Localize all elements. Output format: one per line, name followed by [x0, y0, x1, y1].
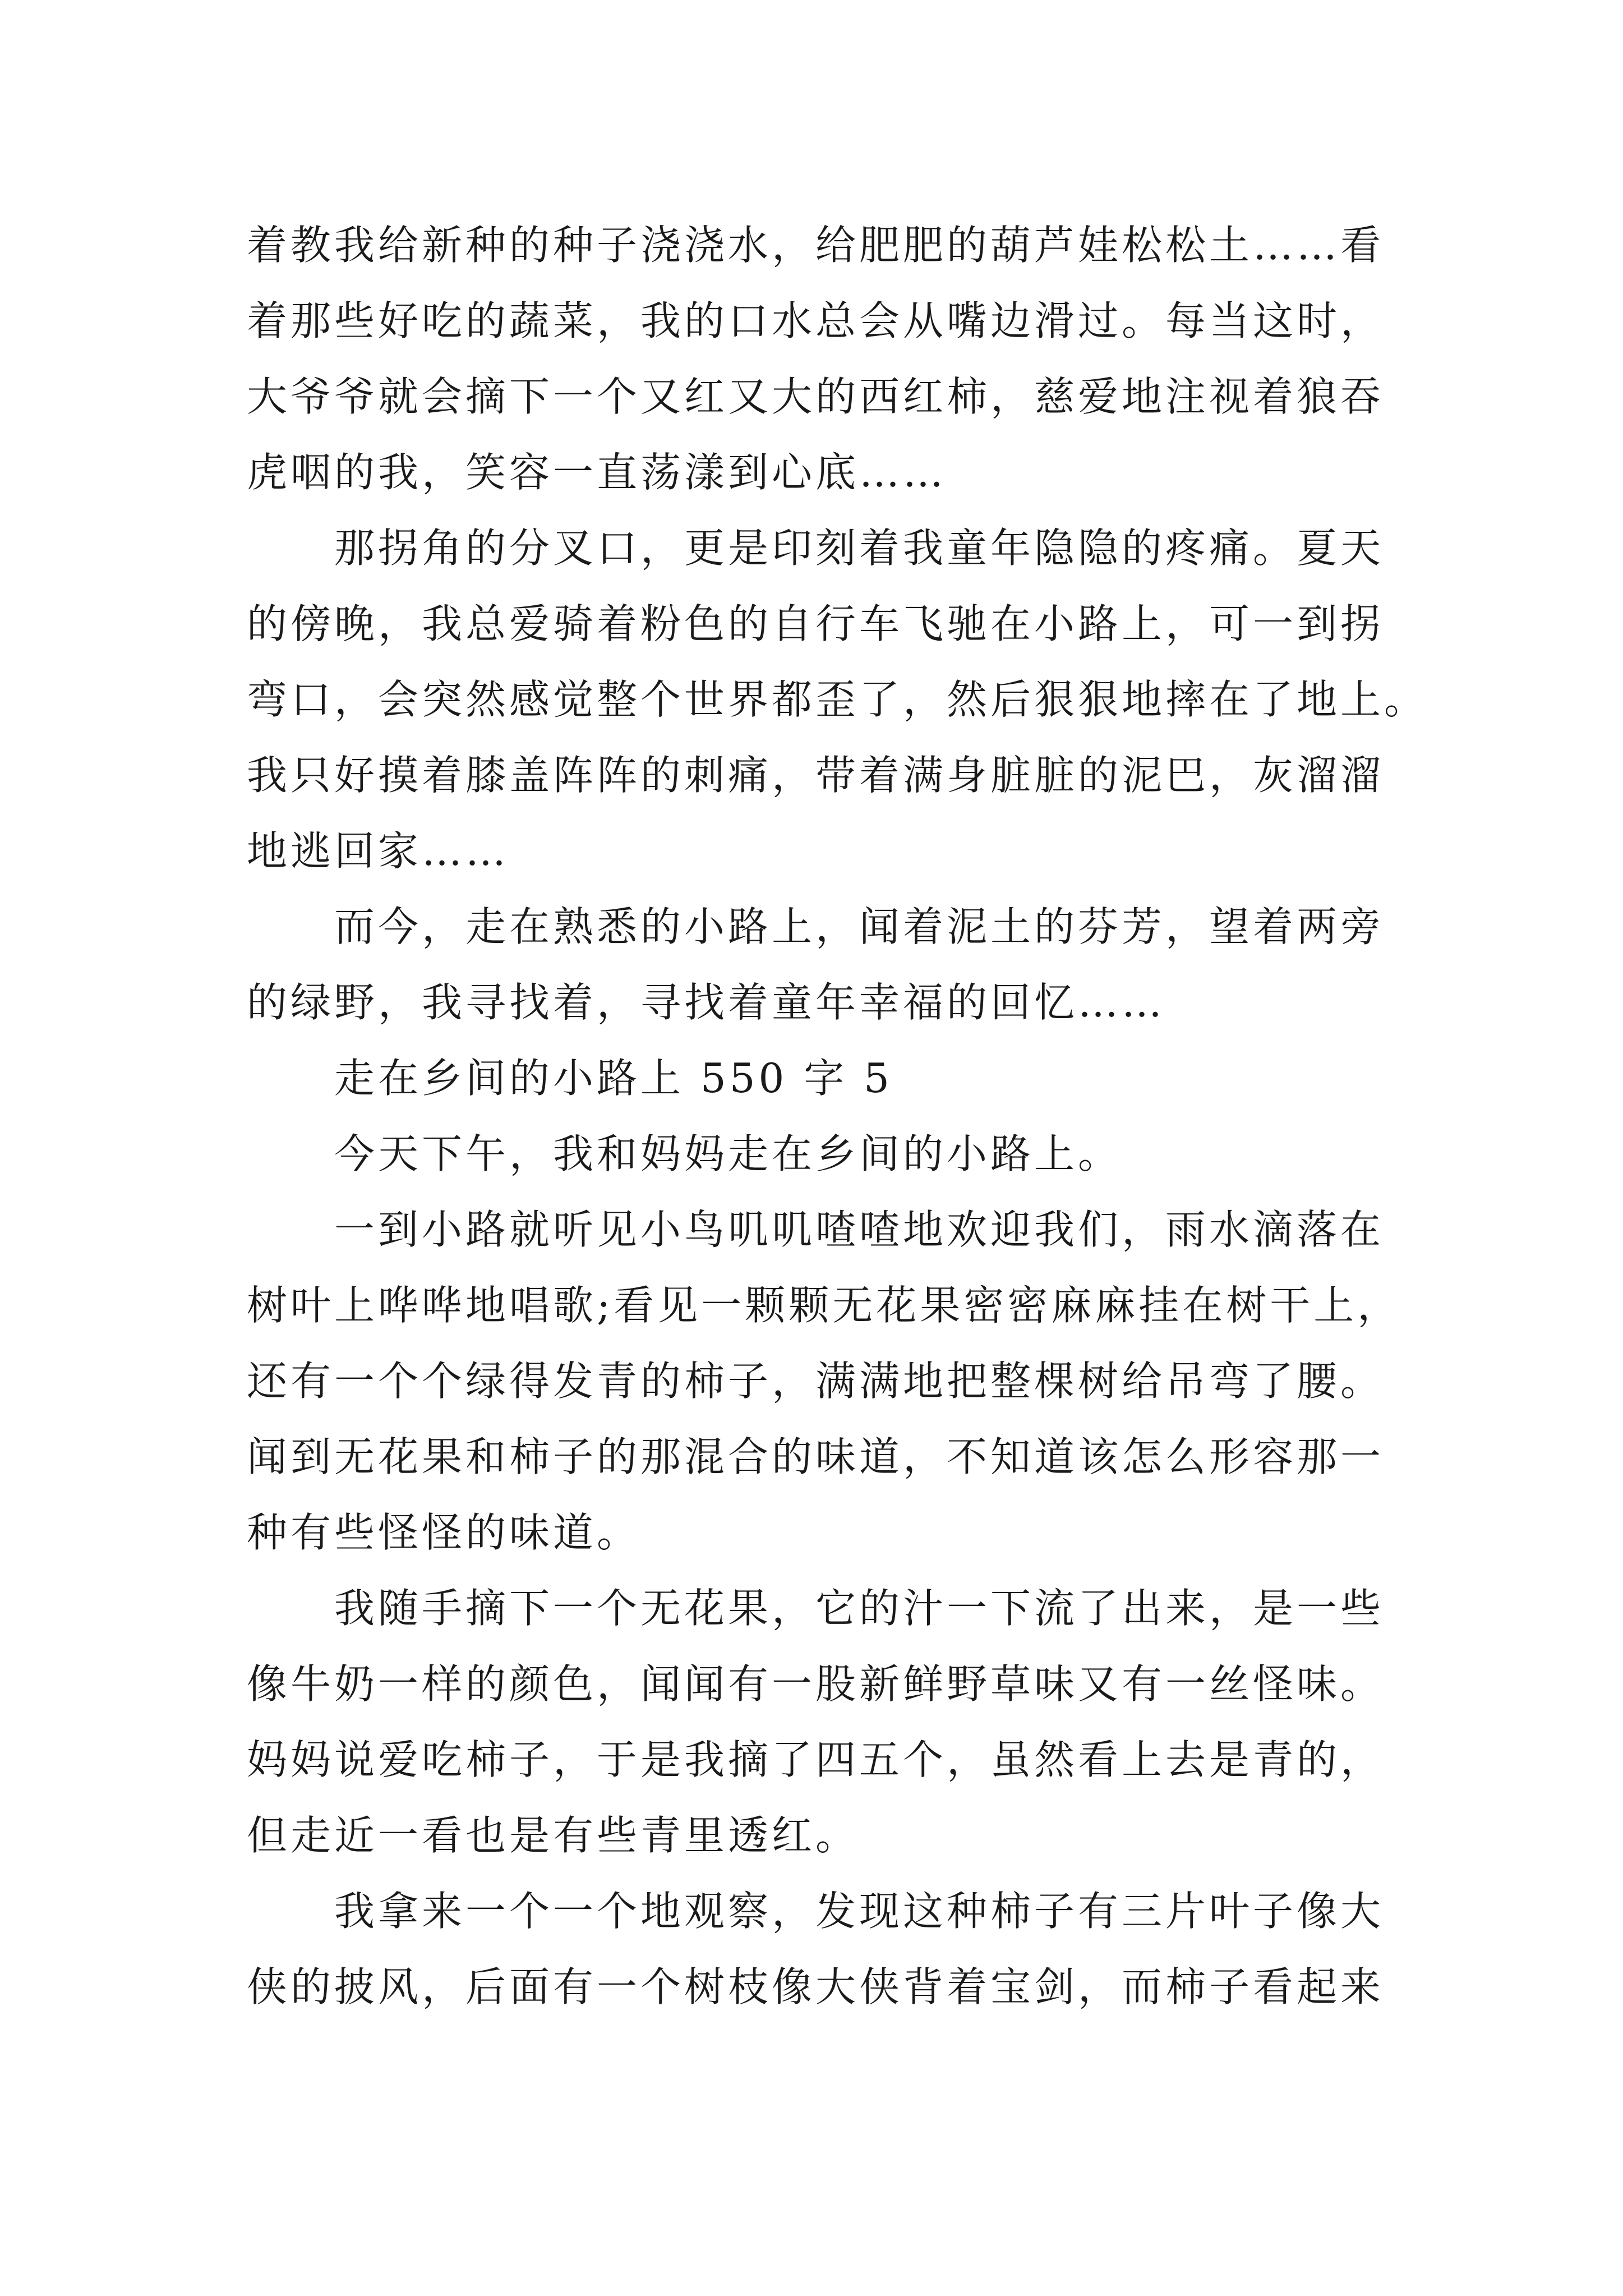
- text-line: 着教我给新种的种子浇浇水，给肥肥的葫芦娃松松土……看: [247, 222, 1385, 269]
- text-line: 虎咽的我，笑容一直荡漾到心底……: [247, 449, 947, 496]
- text-line: 种有些怪怪的味道。: [247, 1509, 641, 1556]
- text-line: 大爷爷就会摘下一个又红又大的西红柿，慈爱地注视着狼吞: [247, 373, 1385, 420]
- paragraph-first-line: 我随手摘下一个无花果，它的汁一下流了出来，是一些: [334, 1585, 1385, 1632]
- text-line: 地逃回家……: [247, 827, 510, 875]
- paragraph-first-line: 而今，走在熟悉的小路上，闻着泥土的芬芳，望着两旁: [334, 903, 1385, 950]
- paragraph-first-line: 那拐角的分叉口，更是印刻着我童年隐隐的疼痛。夏天: [334, 524, 1385, 572]
- text-line: 还有一个个绿得发青的柿子，满满地把整棵树给吊弯了腰。: [247, 1358, 1385, 1405]
- text-line: 着那些好吃的蔬菜，我的口水总会从嘴边滑过。每当这时，: [247, 297, 1385, 344]
- document-body: [247, 208, 1428, 2025]
- text-line: 像牛奶一样的颜色，闻闻有一股新鲜野草味又有一丝怪味。: [247, 1660, 1385, 1708]
- text-line: 妈妈说爱吃柿子，于是我摘了四五个，虽然看上去是青的，: [247, 1736, 1385, 1783]
- text-line: 树叶上哗哗地唱歌;看见一颗颗无花果密密麻麻挂在树干上，: [247, 1282, 1401, 1329]
- text-line: 我只好摸着膝盖阵阵的刺痛，带着满身脏脏的泥巴，灰溜溜: [247, 752, 1385, 799]
- text-line: 但走近一看也是有些青里透红。: [247, 1812, 860, 1859]
- essay-heading: 走在乡间的小路上 550 字 5: [334, 1055, 893, 1102]
- paragraph-first-line: 一到小路就听见小鸟叽叽喳喳地欢迎我们，雨水滴落在: [334, 1206, 1385, 1253]
- text-line: 侠的披风，后面有一个树枝像大侠背着宝剑，而柿子看起来: [247, 1963, 1385, 2010]
- text-line: 的傍晚，我总爱骑着粉色的自行车飞驰在小路上，可一到拐: [247, 600, 1385, 647]
- text-line: 的绿野，我寻找着，寻找着童年幸福的回忆……: [247, 979, 1166, 1026]
- paragraph-first-line: 今天下午，我和妈妈走在乡间的小路上。: [334, 1130, 1122, 1177]
- text-line: 闻到无花果和柿子的那混合的味道，不知道该怎么形容那一: [247, 1433, 1385, 1480]
- paragraph-first-line: 我拿来一个一个地观察，发现这种柿子有三片叶子像大: [334, 1888, 1385, 1935]
- text-line: 弯口，会突然感觉整个世界都歪了，然后狠狠地摔在了地上。: [247, 676, 1428, 723]
